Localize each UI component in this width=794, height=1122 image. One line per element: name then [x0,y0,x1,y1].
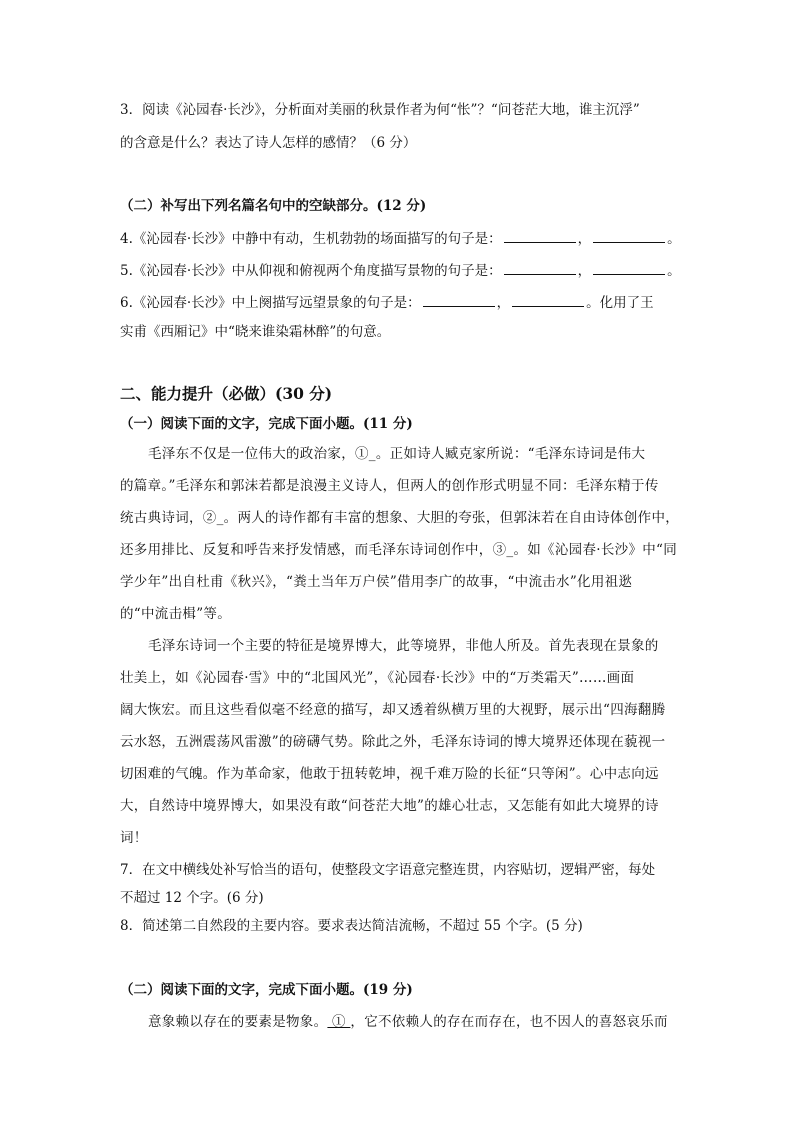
q5-period: 。 [667,263,681,279]
passage2-line-5: 切困难的气魄。作为革命家，他敢于扭转乾坤，视千难万险的长征“只等闲”。心中志向远 [120,766,659,782]
q6 [120,292,654,313]
q6-text: 6.《沁园春·长沙》中上阕描写远望景象的句子是： [120,295,421,311]
passage1-line-5: 学少年”出自杜甫《秋兴》，“粪土当年万户侯”借用李广的故事，“中流击水”化用祖逖 [120,574,633,590]
q4-comma: ， [577,231,592,247]
passage3-line-1 [148,1012,668,1032]
passage1-line-3: 统古典诗词，②_。两人的诗作都有丰富的想象、大胆的夸张，但郭沫若在自由诗体创作中， [120,510,680,526]
q6-comma: ， [496,295,511,311]
passage1-line-4: 还多用排比、反复和呼告来抒发情感，而毛泽东诗词创作中，③_。如《沁园春·长沙》中“同 [120,542,678,558]
q4-text: 4.《沁园春·长沙》中静中有动，生机勃勃的场面描写的句子是： [120,231,502,247]
q6-blank-2[interactable] [512,292,584,307]
q3-line-2: 的含意是什么？表达了诗人怎样的感情？（6 分） [120,135,417,151]
sub1-heading: （一）阅读下面的文字，完成下面小题。(11 分) [120,416,413,432]
q5-comma: ， [577,263,592,279]
q7-line-2: 不超过 12 个字。(6 分) [120,890,264,906]
q4-period: 。 [667,231,681,247]
passage1-line-6: 的“中流击楫”等。 [120,606,232,622]
q8: 8．简述第二自然段的主要内容。要求表达简洁流畅，不超过 55 个字。(5 分) [120,918,583,934]
q5-text: 5.《沁园春·长沙》中从仰视和俯视两个角度描写景物的句子是： [120,263,502,279]
passage3-blank-1[interactable]: ① [327,1014,351,1030]
q6-blank-1[interactable] [423,292,495,307]
passage2-line-3: 阔大恢宏。而且这些看似毫不经意的描写，却又透着纵横万里的大视野，展示出“四海翻腾 [120,702,666,718]
q6-line-2: 实甫《西厢记》中“晓来谁染霜林醉”的句意。 [120,324,391,340]
passage2-line-7: 词！ [120,830,148,846]
q4-blank-1[interactable] [504,228,576,243]
passage3-post: ，它不依赖人的存在而存在，也不因人的喜怒哀乐而 [350,1014,668,1030]
passage2-line-1: 毛泽东诗词一个主要的特征是境界博大，此等境界，非他人所及。首先表现在景象的 [148,638,659,654]
q5-blank-2[interactable] [593,260,665,275]
passage2-line-2: 壮美上，如《沁园春·雪》中的“北国风光”，《沁园春·长沙》中的“万类霜天”……画面 [120,670,635,686]
sub2-heading: （二）阅读下面的文字，完成下面小题。(19 分) [120,982,413,998]
q7-line-1: 7．在文中横线处补写恰当的语句，使整段文字语意完整连贯，内容贴切，逻辑严密，每处 [120,862,656,878]
passage1-line-1: 毛泽东不仅是一位伟大的政治家，①_。正如诗人臧克家所说：“毛泽东诗词是伟大 [148,446,646,462]
q6-tail: 。化用了王 [586,295,654,311]
passage1-line-2: 的篇章。”毛泽东和郭沫若都是浪漫主义诗人，但两人的创作形式明显不同：毛泽东精于传 [120,478,659,494]
passage3-pre: 意象赖以存在的要素是物象。 [148,1014,328,1030]
q5 [120,260,681,281]
q3-line-1: 3．阅读《沁园春·长沙》，分析面对美丽的秋景作者为何“怅”？“问苍茫大地，谁主沉浮” [120,102,640,118]
part2-heading: 二、能力提升（必做）(30 分) [120,384,333,403]
q4-blank-2[interactable] [593,228,665,243]
q5-blank-1[interactable] [504,260,576,275]
passage2-line-6: 大，自然诗中境界博大，如果没有敢“问苍茫大地”的雄心壮志，又怎能有如此大境界的诗 [120,798,659,814]
passage2-line-4: 云水怒，五洲震荡风雷激”的磅礴气势。除此之外，毛泽东诗词的博大境界还体现在藐视一 [120,734,666,750]
q4 [120,228,681,249]
fill-section-heading: （二）补写出下列名篇名句中的空缺部分。(12 分) [120,198,427,214]
